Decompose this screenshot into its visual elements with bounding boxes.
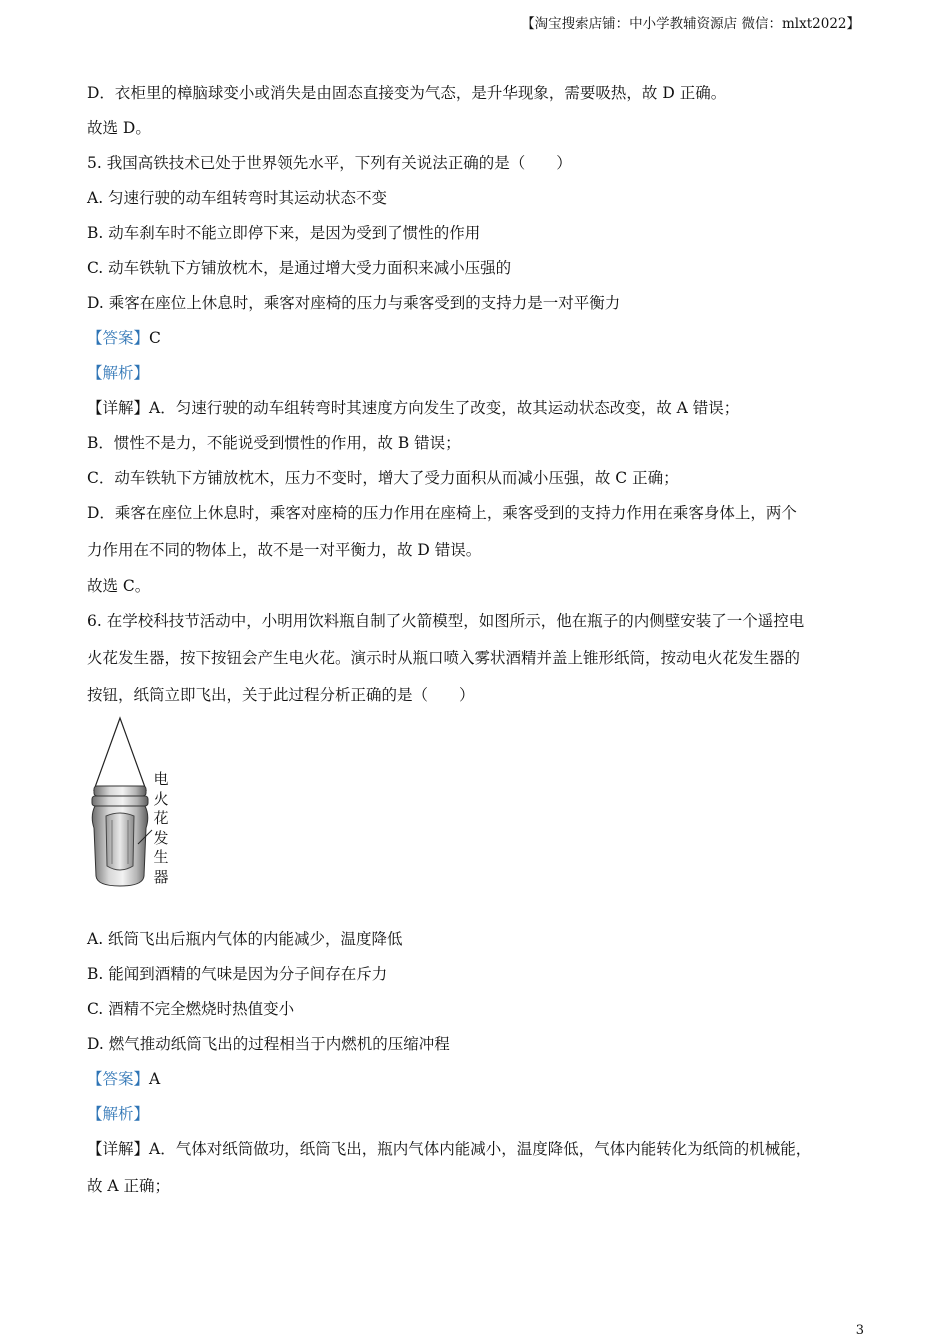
- question-5-option-d: D. 乘客在座位上休息时，乘客对座椅的压力与乘客受到的支持力是一对平衡力: [87, 294, 621, 312]
- spark-generator-label: 电火花发生器: [153, 770, 169, 886]
- detail-5-line: D．乘客在座位上休息时，乘客对座椅的压力作用在座椅上，乘客受到的支持力作用在乘客身体上，两个: [87, 504, 797, 522]
- detail-text: A．匀速行驶的动车组转弯时其速度方向发生了改变，故其运动状态改变，故 A 错误；: [149, 399, 740, 417]
- rocket-bottle-illustration: [86, 716, 186, 892]
- page-number: 3: [855, 1323, 864, 1338]
- question-6-option-a: A. 纸筒飞出后瓶内气体的内能减少，温度降低: [87, 930, 403, 948]
- detail-6-line: 故 A 正确；: [87, 1177, 171, 1195]
- question-5-option-b: B. 动车刹车时不能立即停下来，是因为受到了惯性的作用: [87, 224, 481, 242]
- question-5-option-c: C. 动车铁轨下方铺放枕木，是通过增大受力面积来减小压强的: [87, 259, 512, 277]
- answer-tag: 【答案】: [87, 329, 150, 347]
- detail-text: A．气体对纸筒做功，纸筒飞出，瓶内气体内能减小，温度降低，气体内能转化为纸筒的机械能，: [149, 1140, 812, 1158]
- question-6-stem: 6. 在学校科技节活动中，小明用饮料瓶自制了火箭模型，如图所示，他在瓶子的内侧壁安装了一个遥控电: [87, 612, 805, 630]
- detail-5-line: [87, 396, 867, 418]
- question-6-stem: 火花发生器，按下按钮会产生电火花。演示时从瓶口喷入雾状酒精并盖上锥形纸筒，按动电火花发生器的: [87, 649, 801, 667]
- text-line: D．衣柜里的樟脑球变小或消失是由固态直接变为气态，是升华现象，需要吸热，故 D 正确。: [87, 84, 727, 102]
- question-6-option-b: B. 能闻到酒精的气味是因为分子间存在斥力: [87, 965, 388, 983]
- question-6-option-c: C. 酒精不完全燃烧时热值变小: [87, 1000, 295, 1018]
- question-6-stem: 按钮，纸筒立即飞出，关于此过程分析正确的是（ ）: [87, 686, 475, 704]
- rocket-bottle-figure: [86, 716, 186, 892]
- answer-6: [87, 1067, 867, 1089]
- answer-tag: 【答案】: [87, 1070, 150, 1088]
- detail-5-line: B．惯性不是力，不能说受到惯性的作用，故 B 错误；: [87, 434, 461, 452]
- question-6-option-d: D. 燃气推动纸筒飞出的过程相当于内燃机的压缩冲程: [87, 1035, 450, 1053]
- page-header: 【淘宝搜索店铺：中小学教辅资源店 微信：mlxt2022】: [521, 16, 860, 32]
- detail-6-line: [87, 1137, 867, 1159]
- analysis-tag: 【解析】: [87, 364, 150, 382]
- text-line: 故选 D。: [87, 119, 151, 137]
- detail-5-conclusion: 故选 C。: [87, 577, 151, 595]
- answer-value: A: [149, 1070, 161, 1088]
- detail-5-line: 力作用在不同的物体上，故不是一对平衡力，故 D 错误。: [87, 541, 482, 559]
- detail-tag: 【详解】: [87, 1140, 150, 1158]
- answer-5: [87, 326, 867, 348]
- question-5-option-a: A. 匀速行驶的动车组转弯时其运动状态不变: [87, 189, 388, 207]
- detail-5-line: C．动车铁轨下方铺放枕木，压力不变时，增大了受力面积从而减小压强，故 C 正确；: [87, 469, 679, 487]
- question-5-stem: 5. 我国高铁技术已处于世界领先水平，下列有关说法正确的是（ ）: [87, 154, 572, 172]
- answer-value: C: [149, 329, 161, 347]
- detail-tag: 【详解】: [87, 399, 150, 417]
- analysis-tag: 【解析】: [87, 1105, 150, 1123]
